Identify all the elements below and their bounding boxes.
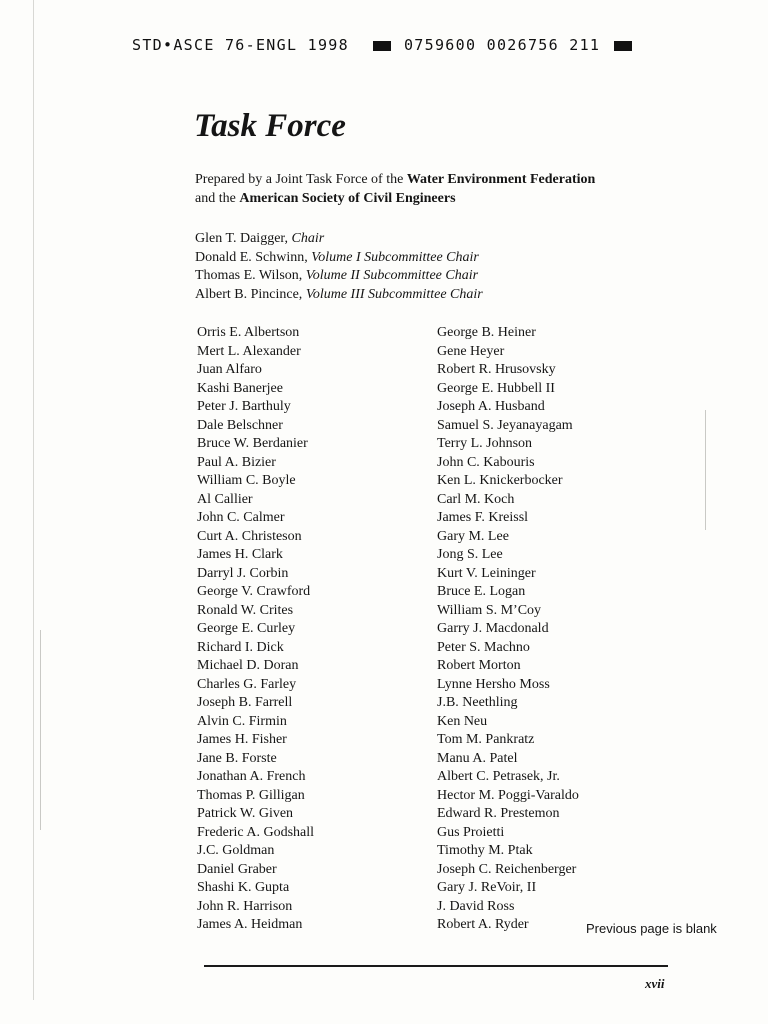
member-name: Jane B. Forste (197, 750, 277, 766)
document-code-header (132, 36, 635, 54)
header-code-right: 0759600 0026756 211 (403, 36, 601, 54)
member-name: Daniel Graber (197, 861, 277, 877)
chair-role: Volume III Subcommittee Chair (305, 286, 483, 302)
page-edge (33, 0, 34, 1000)
chair-entry (195, 249, 483, 268)
scan-speck (40, 630, 41, 830)
member-name: Edward R. Prestemon (437, 806, 560, 821)
page-number: xvii (645, 976, 665, 991)
member-name: J.B. Neethling (437, 695, 518, 710)
member-name: Orris E. Albertson (197, 325, 300, 340)
page-title: Task Force (194, 108, 346, 144)
member-name: Joseph C. Reichenberger (437, 861, 577, 877)
member-name: Joseph A. Husband (437, 399, 545, 414)
member-name: Robert A. Ryder (437, 917, 529, 932)
member-name: Manu A. Patel (437, 750, 518, 766)
member-name: Joseph B. Farrell (197, 695, 293, 710)
member-name: J.C. Goldman (197, 843, 275, 858)
member-name: Juan Alfaro (197, 362, 262, 377)
intro-prefix: Prepared by a Joint Task Force of the (195, 172, 407, 187)
previous-page-blank-note: Previous page is blank (586, 921, 717, 936)
member-name: Lynne Hersho Moss (437, 676, 550, 692)
member-name: J. David Ross (437, 898, 515, 914)
chair-entry (195, 267, 483, 286)
member-name: John C. Calmer (197, 510, 285, 525)
member-name: Ken L. Knickerbocker (437, 473, 563, 488)
intro-paragraph (195, 170, 675, 208)
chairs-list (195, 230, 483, 304)
member-name: Albert C. Petrasek, Jr. (437, 769, 560, 784)
member-name: Al Callier (197, 491, 253, 507)
member-name: Jong S. Lee (437, 547, 503, 562)
member-name: Alvin C. Firmin (197, 713, 287, 729)
header-bar-mark (614, 41, 632, 51)
member-name: Shashi K. Gupta (197, 880, 290, 895)
member-name: Carl M. Koch (437, 491, 515, 507)
member-name: John C. Kabouris (437, 454, 535, 470)
member-name: Bruce W. Berdanier (197, 436, 308, 451)
member-name: George E. Hubbell II (437, 380, 555, 396)
chair-name: Albert B. Pincince, (195, 286, 306, 302)
members-column-right (437, 324, 579, 935)
member-name: Robert Morton (437, 658, 521, 673)
scan-speck (705, 410, 706, 530)
member-name: Terry L. Johnson (437, 436, 533, 451)
member-name: Ronald W. Crites (197, 602, 294, 618)
member-name: James H. Fisher (197, 732, 287, 747)
member-name: James A. Heidman (197, 917, 303, 932)
chair-entry (195, 286, 483, 305)
member-name: Michael D. Doran (197, 658, 299, 673)
member-name: Gary M. Lee (437, 528, 509, 544)
member-name: Tom M. Pankratz (437, 732, 535, 747)
member-name: Charles G. Farley (197, 676, 297, 692)
member-name: Frederic A. Godshall (197, 824, 315, 840)
member-name: Kurt V. Leininger (437, 565, 536, 581)
member-name: Timothy M. Ptak (437, 843, 533, 858)
member-name: Garry J. Macdonald (437, 621, 549, 636)
chair-entry (195, 230, 483, 249)
footer-rule (204, 965, 668, 967)
member-name: Peter S. Machno (437, 639, 530, 655)
member-name: Paul A. Bizier (197, 454, 276, 470)
member-name: George B. Heiner (437, 325, 536, 340)
member-name: Dale Belschner (197, 417, 283, 433)
member-name: Gus Proietti (437, 824, 505, 840)
header-code-left: STD•ASCE 76-ENGL 1998 (132, 36, 349, 54)
member-name: George E. Curley (197, 621, 296, 636)
chair-role: Volume II Subcommittee Chair (305, 268, 479, 283)
member-name: William S. M’Coy (437, 602, 542, 618)
members-column-left (197, 324, 314, 935)
intro-middle: and the (195, 191, 240, 206)
chair-name: Thomas E. Wilson, (195, 268, 306, 283)
header-bar-mark (373, 41, 391, 51)
chair-name: Glen T. Daigger, (195, 231, 292, 246)
member-name: George V. Crawford (197, 584, 311, 599)
member-name: Thomas P. Gilligan (197, 787, 305, 803)
member-name: Mert L. Alexander (197, 343, 301, 359)
member-name: Bruce E. Logan (437, 584, 526, 599)
chair-name: Donald E. Schwinn, (195, 249, 312, 265)
member-name: Richard I. Dick (197, 639, 284, 655)
member-name: Hector M. Poggi-Varaldo (437, 787, 579, 803)
member-name: Gary J. ReVoir, II (437, 880, 537, 895)
member-name: Patrick W. Given (197, 806, 294, 821)
member-name: Robert R. Hrusovsky (437, 362, 556, 377)
member-name: Samuel S. Jeyanayagam (437, 417, 573, 433)
member-name: Jonathan A. French (197, 769, 306, 784)
chair-role: Volume I Subcommittee Chair (311, 249, 479, 265)
member-name: Ken Neu (437, 713, 488, 729)
intro-org-asce: American Society of Civil Engineers (239, 191, 456, 206)
member-name: Gene Heyer (437, 343, 505, 359)
member-name: William C. Boyle (197, 473, 296, 488)
intro-org-wef: Water Environment Federation (406, 172, 596, 187)
member-name: John R. Harrison (197, 898, 293, 914)
member-name: Darryl J. Corbin (197, 565, 289, 581)
member-name: Curt A. Christeson (197, 528, 302, 544)
chair-role: Chair (291, 231, 325, 246)
member-name: James H. Clark (197, 547, 283, 562)
member-name: Peter J. Barthuly (197, 399, 291, 414)
member-name: Kashi Banerjee (197, 380, 283, 396)
member-name: James F. Kreissl (437, 510, 529, 525)
